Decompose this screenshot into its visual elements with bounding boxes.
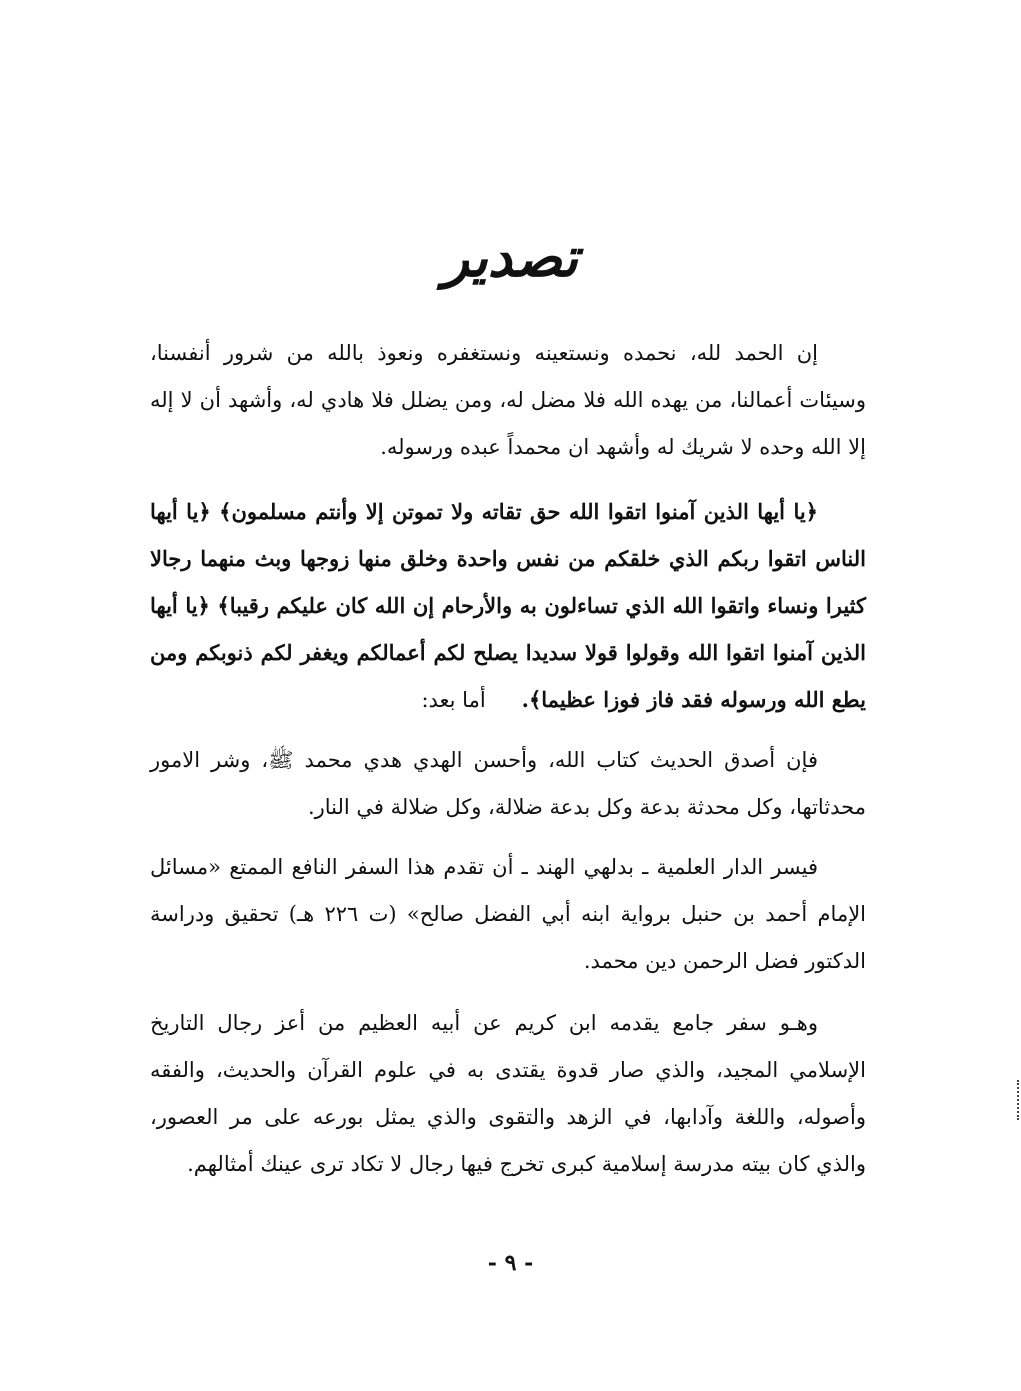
scan-edge-mark: [1014, 1080, 1019, 1120]
quranic-verses-text: ﴿يا أيها الذين آمنوا اتقوا الله حق تقاته ولا تموتن إلا وأنتم مسلمون﴾ ﴿يا أيها الناس اتقوا ربكم الذي خلقكم من نفس واحدة وخلق منها زوجها وبث منهما رجالا كثيرا ونساء واتقوا الله الذي تساءلون به والأرحام إن الله كان عليكم رقيبا﴾ ﴿يا أيها الذين آمنوا اتقوا الله وقولوا قولا سديدا يصلح لكم أعمالكم ويغفر لكم ذنوبكم ومن يطع الله ورسوله فقد فاز فوزا عظيما﴾.: [150, 499, 866, 712]
hadith-paragraph: فإن أصدق الحديث كتاب الله، وأحسن الهدي هدي محمد ﷺ، وشر الامور محدثاتها، وكل محدثة بدعة وكل بدعة ضلالة، وكل ضلالة في النار.: [150, 748, 866, 819]
book-description-paragraph: وهـو سفر جامع يقدمه ابن كريم عن أبيه العظيم من أعز رجال التاريخ الإسلامي المجيد، والذي صار قدوة يقتدى به في علوم القرآن والحديث، والفقه وأصوله، واللغة وآدابها، في الزهد والتقوى والذي يمثل بورعه على مر العصور، والذي كان بيته مدرسة إسلامية كبرى تخرج فيها رجال لا تكاد ترى عينك أمثالهم.: [150, 1011, 866, 1176]
opening-praise-paragraph: إن الحمد لله، نحمده ونستعينه ونستغفره ونعوذ بالله من شرور أنفسنا، وسيئات أعمالنا، من يهده الله فلا مضل له، ومن يضلل فلا هادي له، وأشهد أن لا إله إلا الله وحده لا شريك له وأشهد ان محمداً عبده ورسوله.: [150, 341, 866, 459]
publisher-paragraph: فيسر الدار العلمية ـ بدلهي الهند ـ أن تقدم هذا السفر النافع الممتع «مسائل الإمام أحمد بن حنبل برواية ابنه أبي الفضل صالح» (ت ٢٢٦ هـ) تحقيق ودراسة الدكتور فضل الرحمن دين محمد.: [150, 855, 867, 973]
body-text: [150, 330, 866, 1188]
page-number: - ٩ -: [487, 1250, 534, 1276]
page-title: تصدير: [442, 225, 579, 289]
amma-bad-text: أما بعد:: [421, 688, 486, 712]
quranic-verses-paragraph: [150, 488, 866, 724]
